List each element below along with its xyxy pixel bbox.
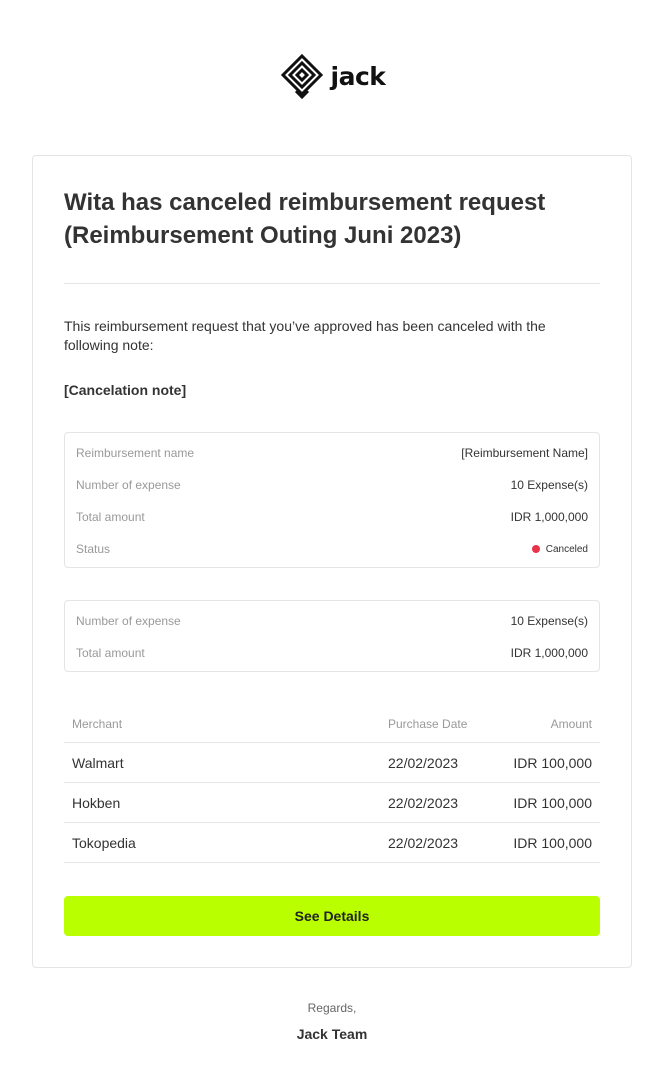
see-details-button[interactable]: See Details [64,896,600,936]
table-header [64,705,600,743]
totals-row-total [76,644,588,662]
cell-amount: IDR 100,000 [513,834,592,851]
brand-logo [0,54,664,102]
summary-value: 10 Expense(s) [510,478,588,492]
totals-value: 10 Expense(s) [510,614,588,628]
summary-row-name [76,444,588,462]
signature-text: Jack Team [296,1026,368,1042]
intro-text: This reimbursement request that you’ve approved has been canceled with the following note: [64,318,546,353]
summary-row-total [76,508,588,526]
totals-row-expense-count [76,612,588,630]
regards-text: Regards, [307,1001,357,1015]
cell-merchant: Hokben [72,794,121,811]
status-text: Canceled [545,543,588,555]
summary-label: Status [76,542,111,556]
table-row [64,783,600,823]
header-merchant: Merchant [72,716,123,731]
expense-table [64,705,600,863]
status-dot-icon [532,545,540,553]
totals-label: Number of expense [76,614,181,628]
summary-value: [Reimbursement Name] [461,446,588,460]
totals-value: IDR 1,000,000 [510,646,588,660]
cell-date: 22/02/2023 [388,834,459,851]
expense-totals [64,600,600,672]
summary-label: Total amount [76,510,145,524]
email-card [32,155,632,968]
email-title: Wita has canceled reimbursement request (Reimbursement Outing Juni 2023) [64,189,546,249]
cell-amount: IDR 100,000 [513,754,592,771]
brand-name: jack [330,61,386,91]
summary-row-status [76,540,588,558]
summary-value: IDR 1,000,000 [510,510,588,524]
cell-merchant: Tokopedia [72,834,136,851]
cell-amount: IDR 100,000 [513,794,592,811]
reimbursement-summary [64,432,600,568]
summary-label: Number of expense [76,478,181,492]
cell-date: 22/02/2023 [388,794,459,811]
cancelation-note: [Cancelation note] [64,382,187,398]
summary-label: Reimbursement name [76,446,195,460]
header-purchase-date: Purchase Date [388,716,468,731]
summary-row-expense-count [76,476,588,494]
jack-logo-icon [279,53,325,104]
totals-label: Total amount [76,646,145,660]
cell-merchant: Walmart [72,754,124,771]
title-divider [64,283,600,284]
table-row [64,823,600,863]
table-row [64,743,600,783]
status-badge [532,544,588,555]
cell-date: 22/02/2023 [388,754,459,771]
header-amount: Amount [550,716,592,731]
